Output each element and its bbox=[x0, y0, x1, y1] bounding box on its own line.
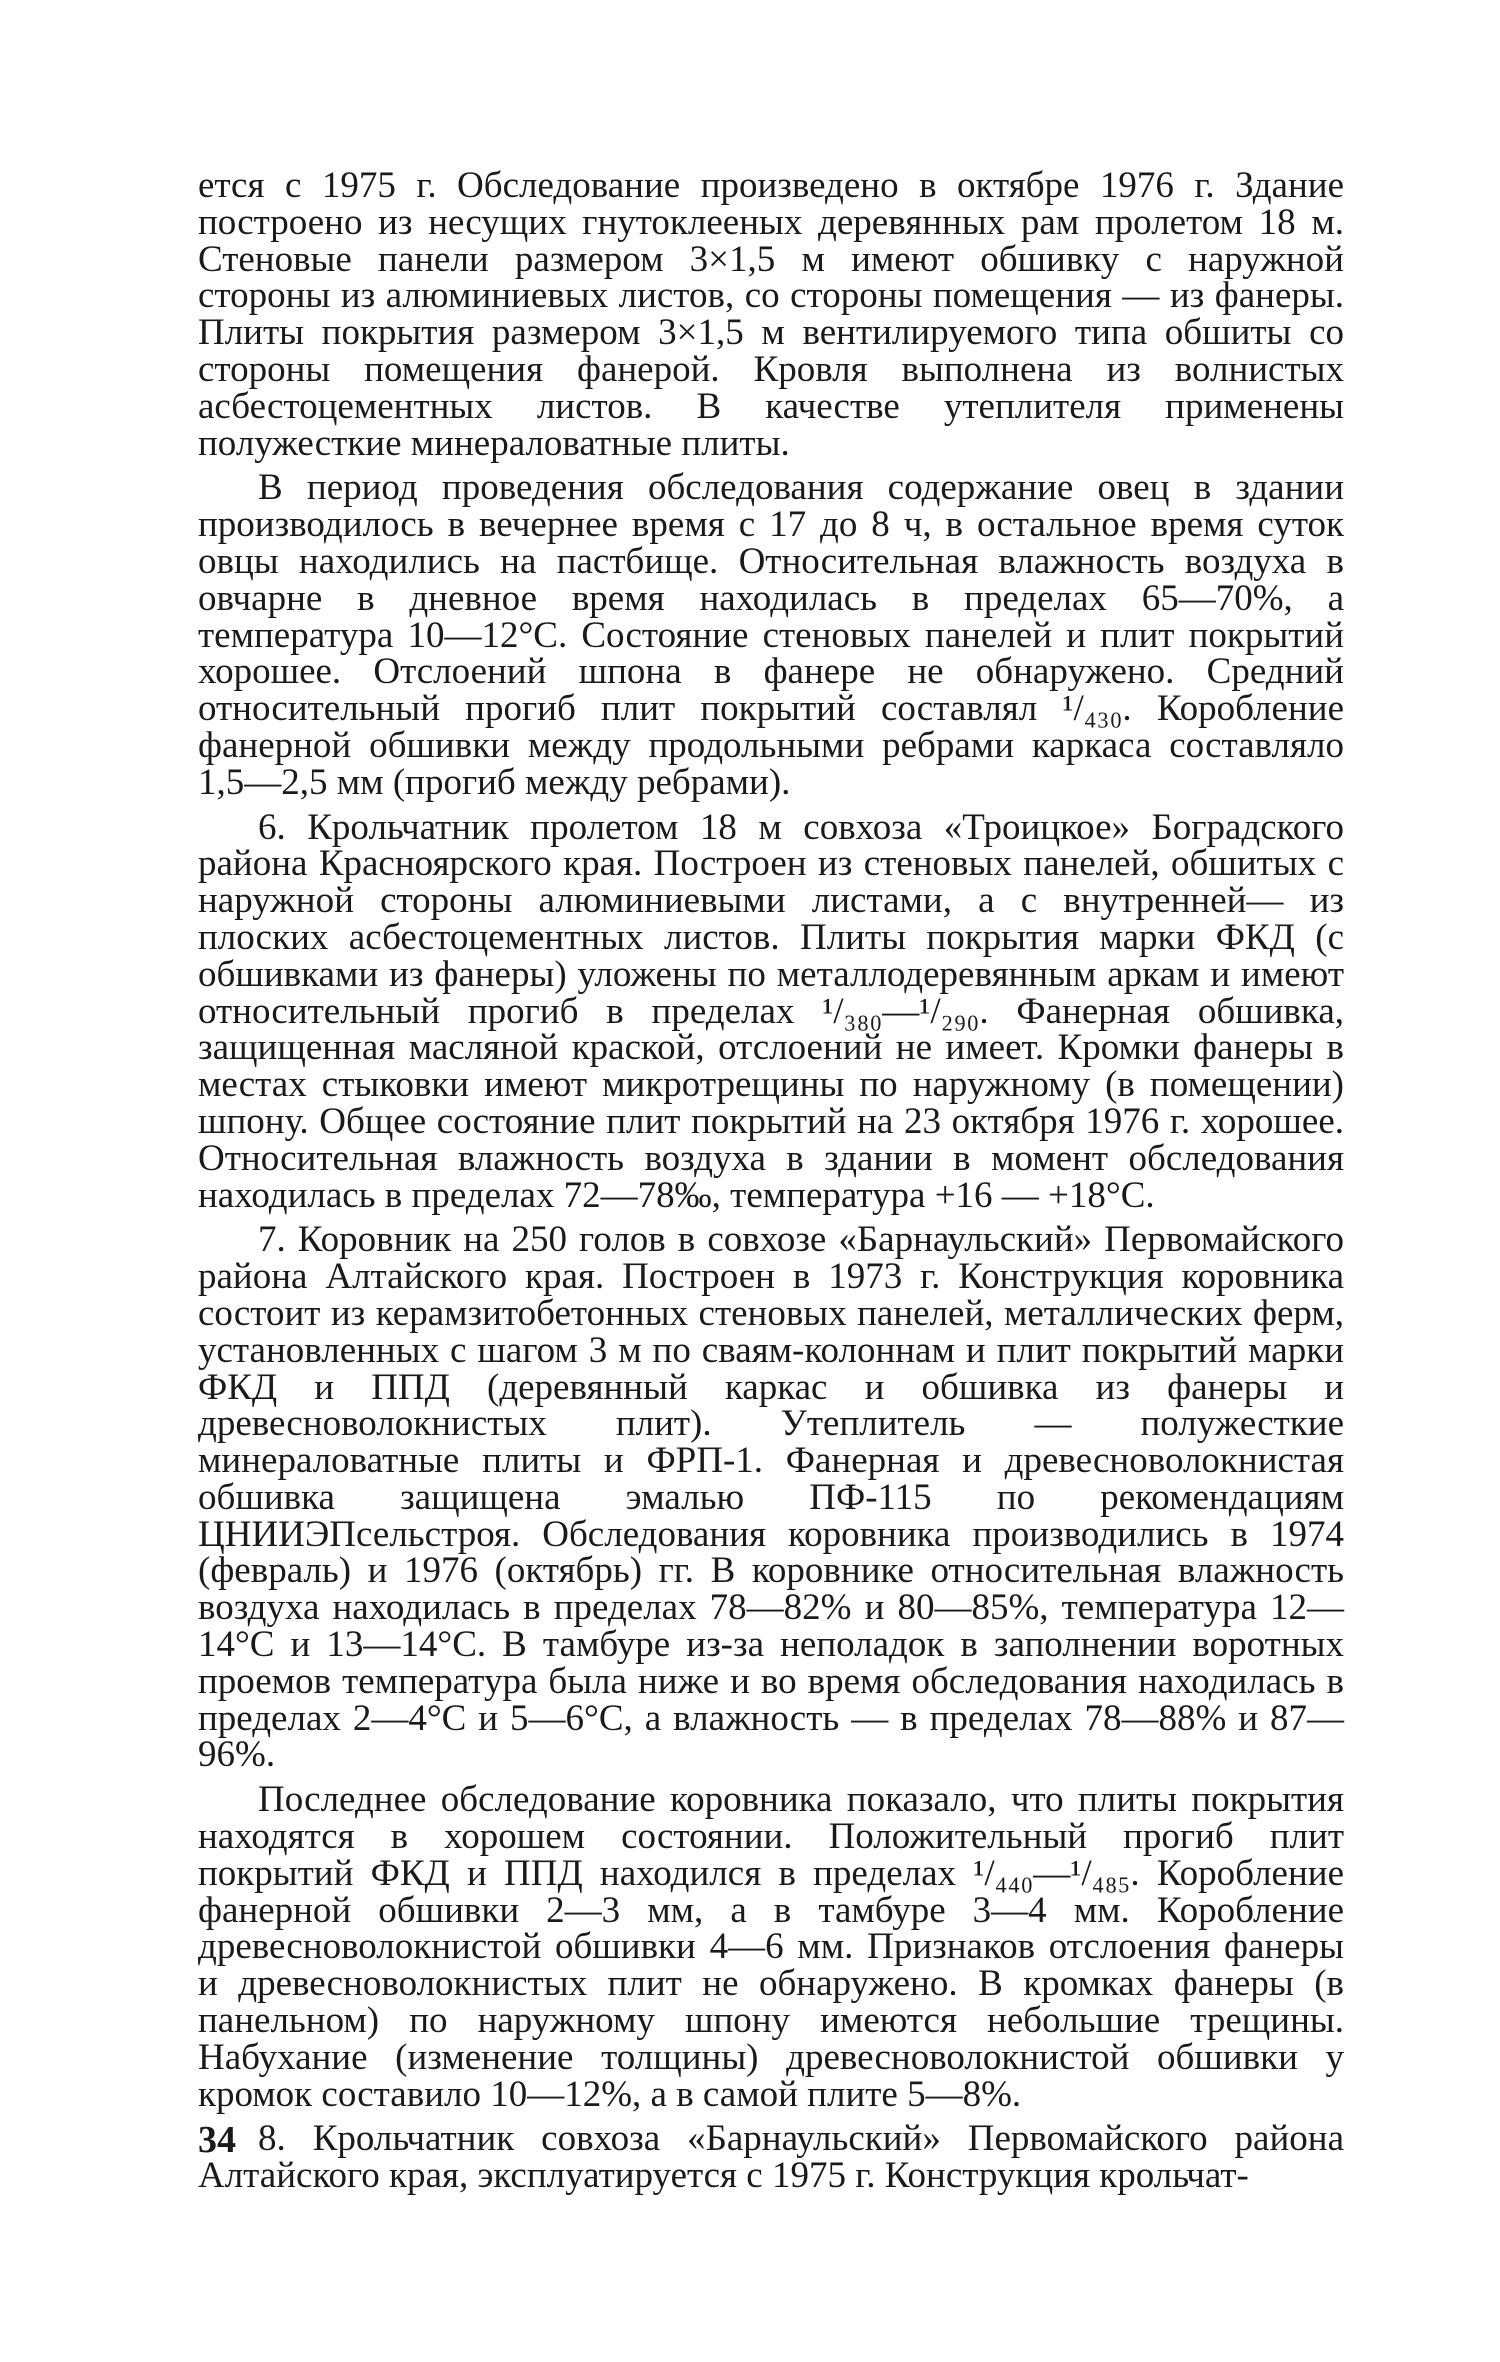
paragraph-item-6-rabbitry: 6. Крольчатник пролетом 18 м совхоза «Троицкое» Боградского района Красноярского края. Построен из стеновых панелей, обшитых с наружной стороны алюминиевыми листами, а с внутренней— из плоских асбестоцементных листов. Плиты покрытия марки ФКД (с обшивками из фанеры) уложены по металлодеревянным аркам и имеют относительный прогиб в пределах ¹/₃₈₀—¹/₂₉₀. Фанерная обшивка, защищенная масляной краской, отслоений не имеет. Кромки фанеры в местах стыковки имеют микротрещины по наружному (в помещении) шпону. Общее состояние плит покрытий на 23 октября 1976 г. хорошее. Относительная влажность воздуха в здании в момент обследования находилась в пределах 72—78‰, температура +16 — +18°С. bbox=[198, 806, 1344, 1216]
paragraph-last-survey: Последнее обследование коровника показало, что плиты покрытия находятся в хорошем состоянии. Положительный прогиб плит покрытий ФКД и ППД находился в пределах ¹/₄₄₀—¹/₄₈₅. Коробление фанерной обшивки 2—3 мм, а в тамбуре 3—4 мм. Коробление древесноволокнистой обшивки 4—6 мм. Признаков отслоения фанеры и древесноволокнистых плит не обнаружено. В кромках фанеры (в панельном) по наружному шпону имеются небольшие трещины. Набухание (изменение толщины) древесноволокнистой обшивки у кромок составило 10—12%, а в самой плите 5—8%. bbox=[198, 1779, 1344, 2115]
paragraph-survey-period: В период проведения обследования содержание овец в здании производилось в вечернее время с 17 до 8 ч, в остальное время суток овцы находились на пастбище. Относительная влажность воздуха в овчарне в дневное время находилась в пределах 65—70%, а температура 10—12°С. Состояние стеновых панелей и плит покрытий хорошее. Отслоений шпона в фанере не обнаружено. Средний относительный прогиб плит покрытий составлял ¹/₄₃₀. Коробление фанерной обшивки между продольными ребрами каркаса составляло 1,5—2,5 мм (прогиб между ребрами). bbox=[198, 467, 1344, 803]
paragraph-continuation: ется с 1975 г. Обследование произведено в октябре 1976 г. Здание построено из несущих гнутоклееных деревянных рам пролетом 18 м. Стеновые панели размером 3×1,5 м имеют обшивку с наружной стороны из алюминиевых листов, со стороны помещения — из фанеры. Плиты покрытия размером 3×1,5 м вентилируемого типа обшиты со стороны помещения фанерой. Кровля выполнена из волнистых асбестоцементных листов. В качестве утеплителя применены полужесткие минераловатные плиты. bbox=[198, 165, 1344, 464]
paragraph-item-8-rabbitry: 8. Крольчатник совхоза «Барнаульский» Первомайского района Алтайского края, эксплуатируется с 1975 г. Конструкция крольчат- bbox=[198, 2118, 1344, 2197]
paragraph-item-7-cowshed: 7. Коровник на 250 голов в совхозе «Барнаульский» Первомайского района Алтайского края. Построен в 1973 г. Конструкция коровника состоит из керамзитобетонных стеновых панелей, металлических ферм, установленных с шагом 3 м по сваям-колоннам и плит покрытий марки ФКД и ППД (деревянный каркас и обшивка из фанеры и древесноволокнистых плит). Утеплитель — полужесткие минераловатные плиты и ФРП-1. Фанерная и древесноволокнистая обшивка защищена эмалью ПФ-115 по рекомендациям ЦНИИЭПсельстроя. Обследования коровника производились в 1974 (февраль) и 1976 (октябрь) гг. В коровнике относительная влажность воздуха находилась в пределах 78—82% и 80—85%, температура 12—14°С и 13—14°С. В тамбуре из-за неполадок в заполнении воротных проемов температура была ниже и во время обследования находилась в пределах 2—4°С и 5—6°С, а влажность — в пределах 78—88% и 87—96%. bbox=[198, 1219, 1344, 1776]
page-body bbox=[198, 165, 1344, 2197]
page-number: 34 bbox=[198, 2119, 236, 2161]
